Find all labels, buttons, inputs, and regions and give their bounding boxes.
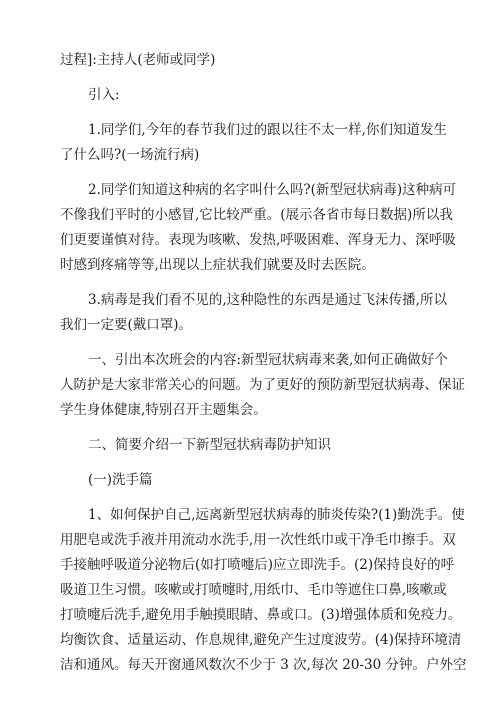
text-line: 3.病毒是我们看不见的,这种隐性的东西是通过飞沫传播,所以	[88, 292, 447, 308]
text-line: 时感到疼痛等等,出现以上症状我们就要及时去医院。	[60, 257, 375, 273]
text-line: 引入:	[88, 87, 120, 103]
text-line: 不像我们平时的小感冒,它比较严重。(展示各省市每日数据)所以我	[60, 207, 453, 223]
text-line: 人防护是大家非常关心的问题。为了更好的预防新型冠状病毒、保证	[60, 377, 465, 393]
text-line: 2.同学们知道这种病的名字叫什么吗?(新型冠状病毒)这种病可	[88, 182, 457, 198]
paragraph-gap	[60, 73, 450, 83]
text-line: 1.同学们,今年的春节我们过的跟以往不太一样,你们知道发生	[88, 122, 447, 138]
text-line: 用肥皂或洗手液并用流动水洗手,用一次性纸巾或干净毛巾擦手。双	[60, 532, 456, 548]
text-line: 们更要谨慎对待。表现为咳嗽、发热,呼吸困难、浑身无力、深呼吸	[60, 232, 456, 248]
text-line: 我们一定要(戴口罩)。	[60, 317, 193, 333]
text-line: 过程]:主持人(老师或同学)	[60, 52, 216, 68]
paragraph-gap	[60, 423, 450, 433]
paragraph-gap	[60, 168, 450, 178]
text-line: 二、简要介绍一下新型冠状病毒防护知识	[88, 437, 331, 453]
text-line: 手接触呼吸道分泌物后(如打喷嚏后)应立即洗手。(2)保持良好的呼	[60, 557, 455, 573]
document-page	[60, 48, 467, 678]
text-line: 洁和通风。每天开窗通风数次不少于 3 次,每次 20-30 分钟。户外空	[60, 657, 467, 673]
text-line: (一)洗手篇	[88, 472, 153, 488]
text-line: 一、引出本次班会的内容:新型冠状病毒来袭,如何正确做好个	[88, 352, 448, 368]
paragraph-gap	[60, 493, 450, 503]
paragraph-gap	[60, 108, 450, 118]
paragraph-gap	[60, 278, 450, 288]
text-line: 学生身体健康,特别召开主题集会。	[60, 402, 267, 418]
paragraph-gap	[60, 338, 450, 348]
text-line: 1、如何保护自己,远离新型冠状病毒的肺炎传染?(1)勤洗手。使	[88, 507, 465, 523]
text-line: 了什么吗?(一场流行病)	[60, 147, 200, 163]
paragraph-gap	[60, 458, 450, 468]
text-line: 均衡饮食、适量运动、作息规律,避免产生过度波劳。(4)保持环境清	[60, 632, 462, 648]
text-line: 打喷嚏后洗手,避免用手触摸眼睛、鼻或口。(3)增强体质和免疫力。	[60, 607, 462, 623]
text-line: 吸道卫生习惯。咳嗽或打喷嚏时,用纸巾、毛巾等遮住口鼻,咳嗽或	[60, 582, 447, 598]
